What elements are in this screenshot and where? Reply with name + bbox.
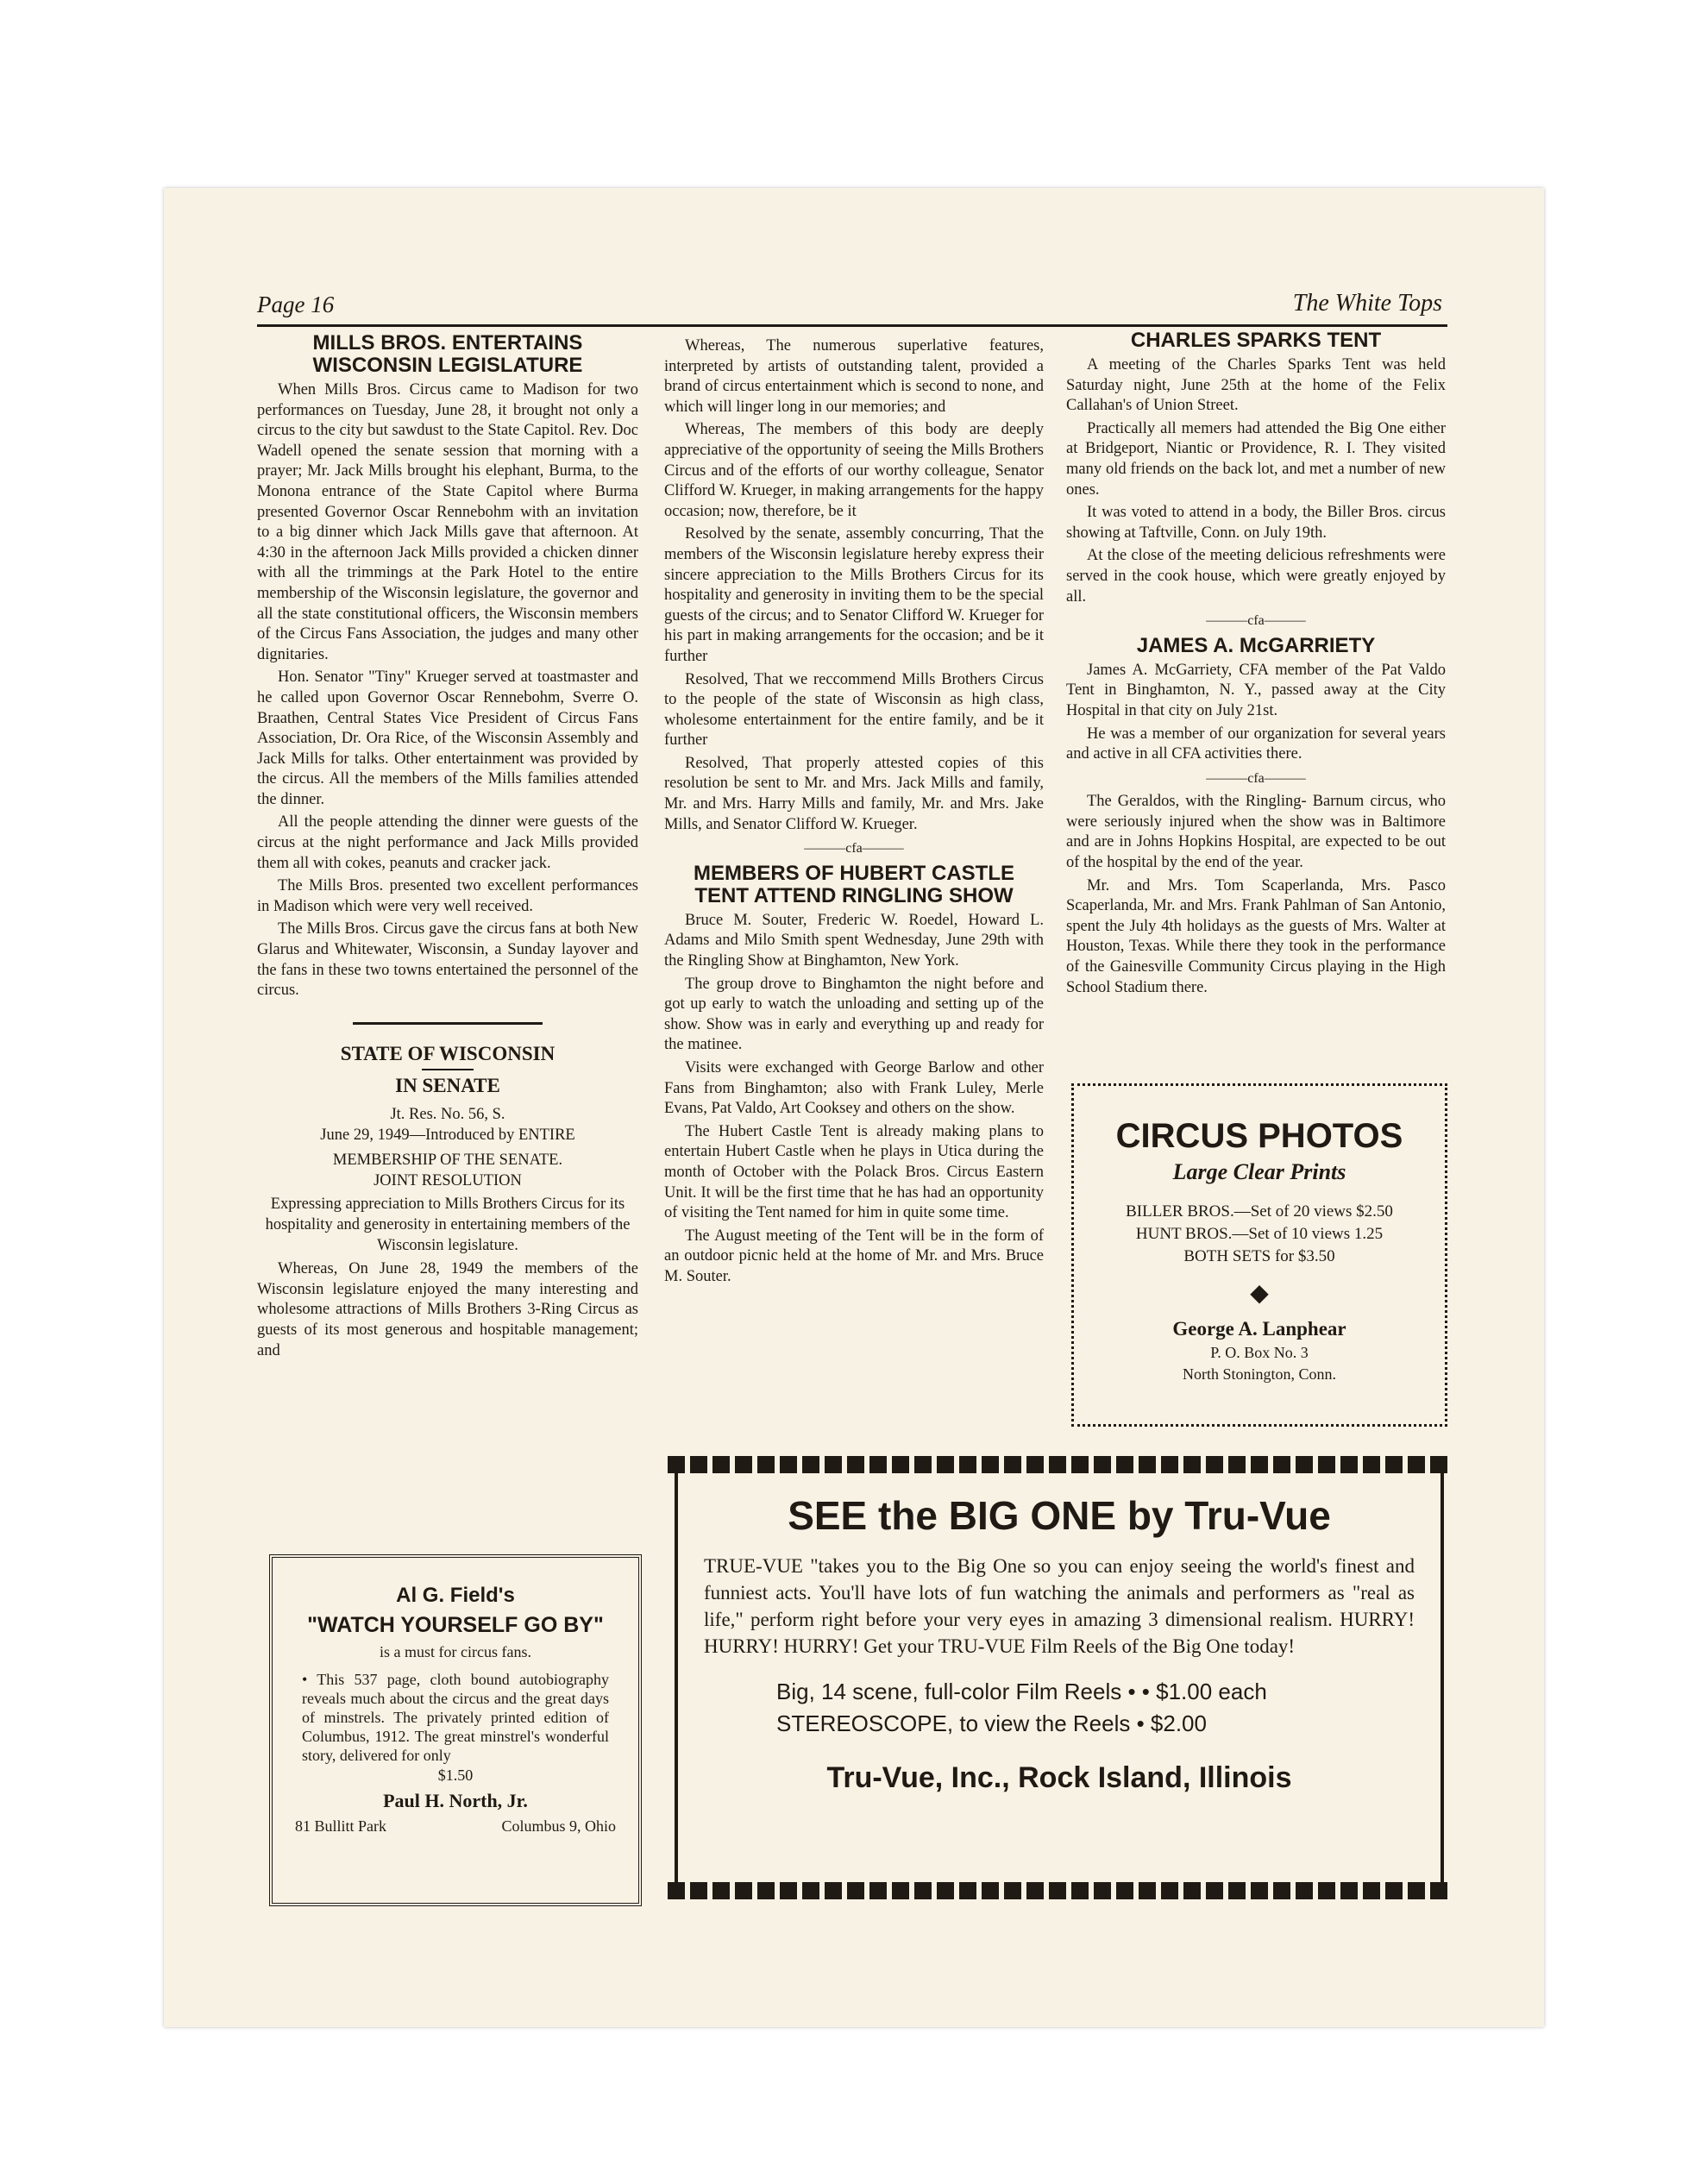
article-paragraph: Mr. and Mrs. Tom Scaperlanda, Mrs. Pasco Scaperlanda, Mr. and Mrs. Frank Pahlman of San Antonio, spent the July 4th holidays as the guests of Mrs. Walter at Houston, Texas. While there they took in the performance of the Gainesville Community Circus playing in the High School Stadium there. [1066,876,1446,996]
article-paragraph: When Mills Bros. Circus came to Madison for two performances on Tuesday, June 28, it brought not only a circus to the city but sawdust to the State Capitol. Rev. Doc Wadell opened the senate session that morning with a prayer; Mr. Jack Mills brought his elephant, Burma, to the Monona entrance of the State Capitol where Burma presented Governor Oscar Rennebohm with an invitation to a big dinner which Jack Mills gave that afternoon. At 4:30 in the afternoon Jack Mills provided a chicken dinner with all the trimmings at the Park Hotel to the entire membership of the Wisconsin legislature, the governor and all the state constitutional officers, the Wisconsin members of the Circus Fans Association, the judges and many other dignitaries. [257,381,638,663]
cfa-divider: ———cfa——— [1206,770,1306,786]
article-headline: CHARLES SPARKS TENT [1130,329,1382,352]
article-paragraph: Visits were exchanged with George Barlow and other Fans from Binghamton; also with Frank Luley, Merle Evans, Pat Valdo, Art Cooksey and others on the show. [664,1059,1044,1118]
ad-name: George A. Lanphear [1172,1318,1346,1340]
ad-address-row [295,1817,616,1836]
ad-headline: SEE the BIG ONE by Tru-Vue [788,1493,1331,1538]
column-2 [664,336,1044,1290]
ad-name: Paul H. North, Jr. [383,1790,528,1811]
publication-title: The White Tops [1292,290,1442,317]
resolution-number: Jt. Res. No. 56, S. [390,1106,505,1123]
article-paragraph: The Mills Bros. Circus gave the circus fans at both New Glarus and Whitewater, Wisconsin, a Sunday layover and the fans in these two towns entertained the personnel of the circus. [257,920,638,1000]
ad-offer: STEREOSCOPE, to view the Reels • $2.00 [776,1710,1207,1736]
page-number: Page 16 [257,292,335,317]
article-paragraph: The group drove to Binghamton the night before and got up early to watch the unloading and setting up of the show. Show was in early and everything up and ready for the matinee. [664,975,1044,1054]
ad-title: Al G. Field's [396,1584,515,1607]
short-rule [422,1069,474,1070]
article-paragraph: Resolved, That we reccommend Mills Brothers Circus to the people of the state of Wisconsin as high class, wholesome entertainment for the entire family, and be it further [664,670,1044,750]
article-headline: MEMBERS OF HUBERT CASTLE TENT ATTEND RINGLING SHOW [694,861,1014,907]
article-paragraph: He was a member of our organization for several years and active in all CFA activities there. [1066,725,1446,763]
article-paragraph: All the people attending the dinner were guests of the circus at the night performance and Jack Mills provided them all with cokes, peanuts and cracker jack. [257,813,638,872]
page-header [257,290,1447,327]
article-headline: MILLS BROS. ENTERTAINS WISCONSIN LEGISLATURE [312,331,583,377]
ad-title: CIRCUS PHOTOS [1115,1117,1403,1155]
ad-line: BOTH SETS for $3.50 [1183,1247,1335,1265]
ad-subtitle: Large Clear Prints [1172,1159,1346,1184]
ad-company: Tru-Vue, Inc., Rock Island, Illinois [826,1761,1292,1794]
ad-border-stripe [668,1882,1451,1899]
diamond-icon: ◆ [1250,1280,1269,1307]
ad-title: "WATCH YOURSELF GO BY" [307,1613,604,1637]
column-3 [1066,329,1446,1001]
resolution-membership: MEMBERSHIP OF THE SENATE. [332,1152,563,1170]
senate-title: STATE OF WISCONSIN [340,1042,555,1064]
column-1 [257,332,638,1364]
tru-vue-ad [668,1456,1451,1899]
article-paragraph: Practically all memers had attended the Big One either at Bridgeport, Niantic or Providence, R. I. They visited many old friends on the back lot, and met a number of new ones. [1066,419,1446,499]
ad-body: • This 537 page, cloth bound autobiography reveals much about the circus and the great days of minstrels. The privately printed edition of Columbus, 1912. The great minstrel's wonderful story, delivered for only [302,1671,609,1764]
cfa-divider: ———cfa——— [804,841,904,857]
article-paragraph: The Mills Bros. presented two excellent performances in Madison which were very well received. [257,877,638,915]
ad-line: HUNT BROS.—Set of 10 views 1.25 [1135,1225,1384,1243]
section-rule [353,1022,543,1025]
article-paragraph: James A. McGarriety, CFA member of the Pat Valdo Tent in Binghamton, N. Y., passed away at the City Hospital in that city on July 21st. [1066,661,1446,719]
ad-border-stripe [668,1456,1451,1473]
ad-body: TRUE-VUE "takes you to the Big One so you can enjoy seeing the world's finest and funniest acts. You'll have lots of fun watching the animals and performers as "real as life," perform right before your very eyes in amazing 3 dimensional realism. HURRY! HURRY! HURRY! Get your TRU-VUE Film Reels of the Big One today! [704,1555,1415,1657]
ad-tagline: is a must for circus fans. [380,1643,531,1660]
ad-address: 81 Bullitt Park [295,1817,387,1835]
ad-address: P. O. Box No. 3 [1210,1344,1309,1361]
article-paragraph: Whereas, The members of this body are deeply appreciative of the opportunity of seeing the Mills Brothers Circus and of the efforts of our worthy colleague, Senator Clifford W. Krueger, in making arrangements for the happy occasion; now, therefore, be it [664,421,1044,520]
article-paragraph: At the close of the meeting delicious refreshments were served in the cook house, which were greatly enjoyed by all. [1066,547,1446,606]
senate-subtitle: IN SENATE [395,1075,500,1097]
article-headline: JAMES A. McGARRIETY [1136,633,1376,657]
article-paragraph: Resolved by the senate, assembly concurring, That the members of the Wisconsin legislature hereby express their sincere appreciation to the Mills Brothers Circus for its hospitality and generosity in inviting them to be the special guests of the circus; and to Senator Clifford W. Krueger for his part in making arrangements for the occasion; and be it further [664,525,1044,665]
article-paragraph: Hon. Senator "Tiny" Krueger served at toastmaster and he called upon Governor Oscar Rennebohm, Sverre O. Braathen, Central States Vice President of Circus Fans Association, Dr. Ora Rice, of the Wisconsin Assembly and Jack Mills for talks. Other entertainment was provided by the circus. All the members of the Mills families attended the dinner. [257,668,638,808]
resolution-type: JOINT RESOLUTION [373,1171,522,1189]
article-paragraph: It was voted to attend in a body, the Biller Bros. circus showing at Taftville, Conn. on July 19th. [1066,504,1446,542]
cfa-divider: ———cfa——— [1206,613,1306,629]
al-g-field-ad [269,1554,642,1906]
article-paragraph: Resolved, That properly attested copies of this resolution be sent to Mr. and Mrs. Jack Mills and family, Mr. and Mrs. Harry Mills and family, Mr. and Mrs. Jake Mills, and Senator Clifford W. Krueger. [664,754,1044,833]
article-paragraph: The August meeting of the Tent will be in the form of an outdoor picnic held at the home of Mr. and Mrs. Bruce M. Souter. [664,1227,1044,1285]
article-paragraph: Bruce M. Souter, Frederic W. Roedel, Howard L. Adams and Milo Smith spent Wednesday, June 29th with the Ringling Show at Binghamton, New York. [664,911,1044,970]
article-paragraph: The Hubert Castle Tent is already making plans to entertain Hubert Castle when he plays in Utica during the month of October with the Polack Bros. Circus Eastern Unit. It will be the first time that he has had an opportunity of visiting the Tent named for him in quite some time. [664,1122,1044,1222]
ad-line: BILLER BROS.—Set of 20 views $2.50 [1126,1202,1393,1221]
ad-price: $1.50 [437,1767,474,1784]
ad-address: North Stonington, Conn. [1182,1365,1336,1383]
article-paragraph: Whereas, The numerous superlative features, interpreted by artists of outstanding talent, provided a brand of circus entertainment which is second to none, and which will linger long in our memories; and [664,337,1044,416]
ad-frame [675,1473,1444,1882]
resolution-description: Expressing appreciation to Mills Brothers Circus for its hospitality and generosity in entertaining members of the Wisconsin legislature. [265,1196,631,1254]
article-paragraph: The Geraldos, with the Ringling- Barnum circus, who were seriously injured when the show was in Baltimore and are in Johns Hopkins Hospital, are expected to be out of the hospital by the end of the year. [1066,793,1446,872]
circus-photos-ad [1071,1083,1447,1427]
resolution-intro: June 29, 1949—Introduced by ENTIRE [320,1126,575,1144]
ad-offer: Big, 14 scene, full-color Film Reels • • $1.00 each [776,1679,1267,1704]
article-paragraph: Whereas, On June 28, 1949 the members of the Wisconsin legislature enjoyed the many interesting and wholesome attractions of Mills Brothers 3-Ring Circus as guests of its most generous and hospitable management; and [257,1260,638,1359]
ad-address: Columbus 9, Ohio [501,1817,616,1835]
article-paragraph: A meeting of the Charles Sparks Tent was held Saturday night, June 25th at the home of the Felix Callahan's of Union Street. [1066,356,1446,415]
